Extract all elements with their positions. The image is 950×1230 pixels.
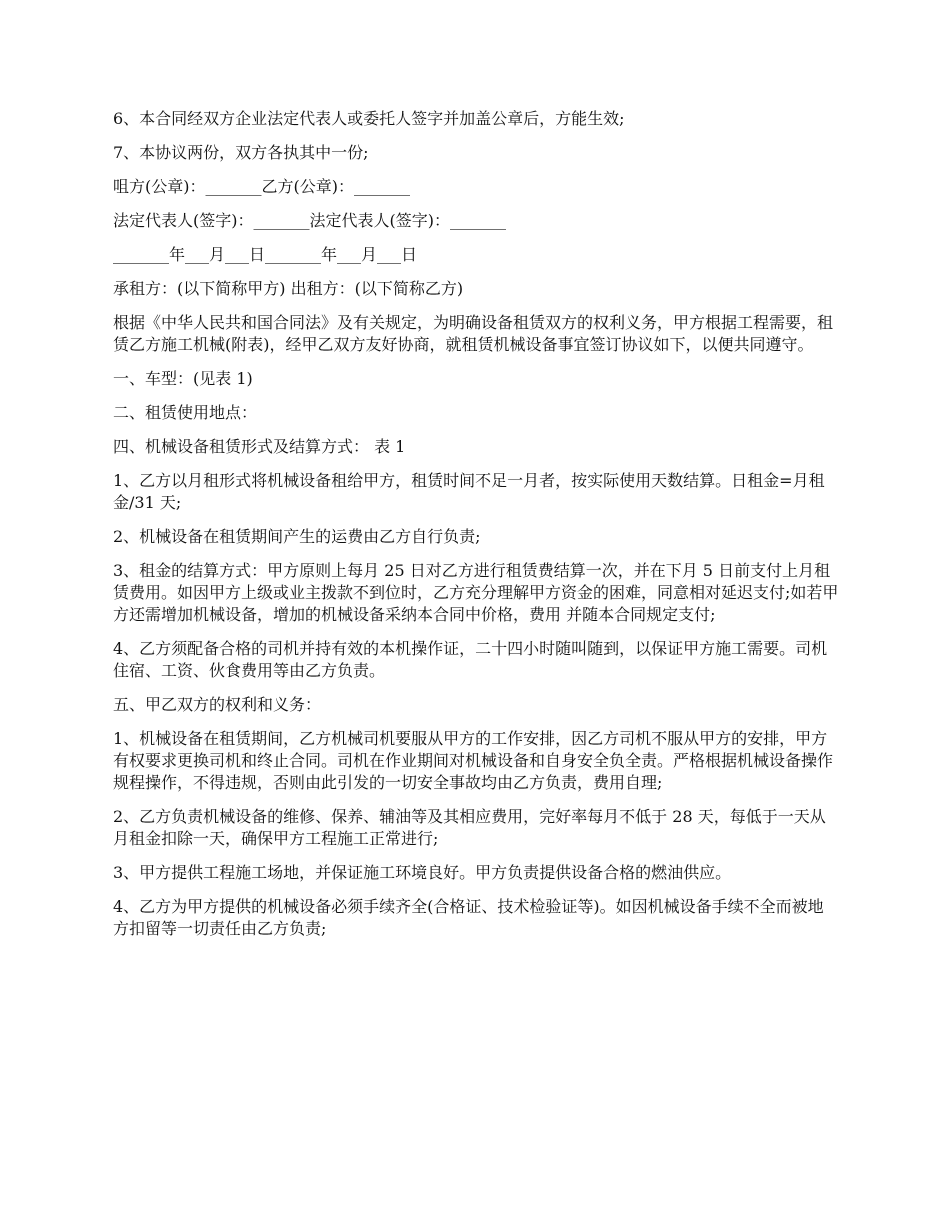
- date-line: _______年___月___日_______年___月___日: [113, 245, 418, 264]
- party-seals-line: 咀方(公章)：_______乙方(公章)：_______: [113, 177, 410, 196]
- clause-settlement-method: 3、租金的结算方式：甲方原则上每月 25 日对乙方进行租赁费结算一次，并在下月 5 日前支付上月租赁费用。如因甲方上级或业主拨款不到位时，乙方充分理解甲方资金的困难，同意相对延迟支付;如若甲方还需增加机械设备，增加的机械设备采纳本合同中价格，费用 并随本合同规定支付;: [113, 561, 839, 624]
- clause-effective: 6、本合同经双方企业法定代表人或委托人签字并加盖公章后，方能生效;: [113, 109, 625, 128]
- legal-rep-signature-line: 法定代表人(签字)：_______法定代表人(签字)：_______: [113, 211, 506, 230]
- clause-driver-obey: 1、机械设备在租赁期间，乙方机械司机要服从甲方的工作安排，因乙方司机不服从甲方的安排，甲方有权要求更换司机和终止合同。司机在作业期间对机械设备和自身安全负全责。严格根据机械设备操作规程操作，不得违规，否则由此引发的一切安全事故均由乙方负责，费用自理;: [113, 729, 834, 792]
- clause-documents: 4、乙方为甲方提供的机械设备必须手续齐全(合格证、技术检验证等)。如因机械设备手续不全而被地方扣留等一切责任由乙方负责;: [113, 897, 824, 938]
- section-rights-obligations: 五、甲乙双方的权利和义务：: [113, 695, 322, 714]
- parties-line: 承租方：(以下简称甲方) 出租方：(以下简称乙方): [113, 279, 464, 298]
- clause-monthly-rent: 1、乙方以月租形式将机械设备租给甲方，租赁时间不足一月者，按实际使用天数结算。日租金=月租金/31 天;: [113, 471, 825, 512]
- clause-maintenance: 2、乙方负责机械设备的维修、保养、辅油等及其相应费用，完好率每月不低于 28 天，每低于一天从月租金扣除一天，确保甲方工程施工正常进行;: [113, 807, 826, 848]
- section-vehicle-type: 一、车型：(见表 1): [113, 369, 253, 388]
- clause-freight: 2、机械设备在租赁期间产生的运费由乙方自行负责;: [113, 527, 481, 546]
- clause-site: 3、甲方提供工程施工场地，并保证施工环境良好。甲方负责提供设备合格的燃油供应。: [113, 863, 732, 882]
- clause-driver: 4、乙方须配备合格的司机并持有效的本机操作证，二十四小时随叫随到，以保证甲方施工需要。司机住宿、工资、伙食费用等由乙方负责。: [113, 639, 828, 680]
- document-page: [113, 108, 839, 952]
- section-rental-settlement: 四、机械设备租赁形式及结算方式： 表 1: [113, 437, 406, 456]
- section-location: 二、租赁使用地点：: [113, 403, 258, 422]
- clause-copies: 7、本协议两份，双方各执其中一份;: [113, 143, 369, 162]
- preamble: 根据《中华人民共和国合同法》及有关规定，为明确设备租赁双方的权利义务，甲方根据工程需要，租赁乙方施工机械(附表)，经甲乙双方友好协商，就租赁机械设备事宜签订协议如下，以便共同遵守。: [113, 313, 834, 354]
